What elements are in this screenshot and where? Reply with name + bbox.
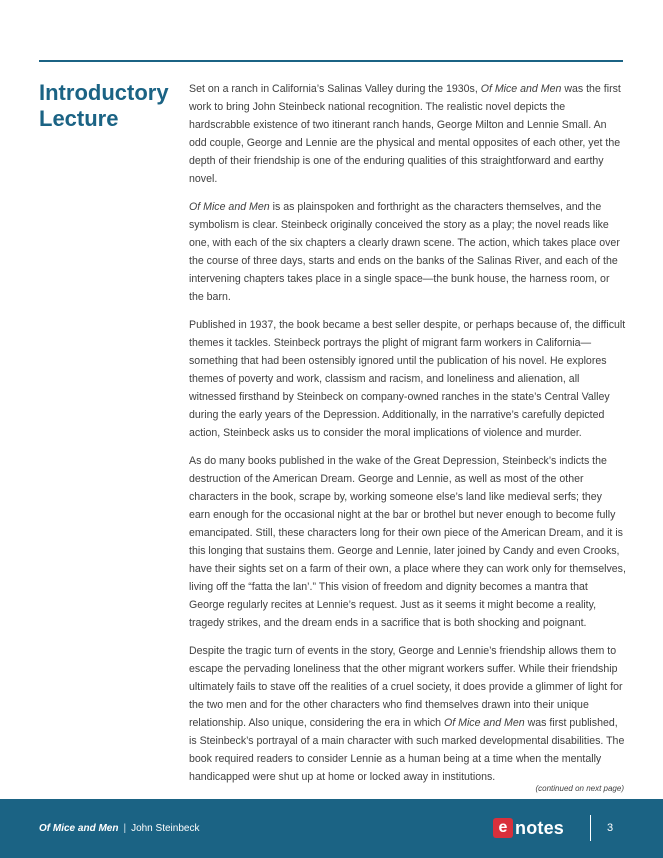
paragraph-4: As do many books published in the wake of the Great Depression, Steinbeck’s indicts the destruction of the American Dream. George and Lennie, as well as most of the other characters in the book, scrape by, working someone else’s land like medieval serfs; they earn enough for the occasional night at the bar or brothel but never enough to become fully emancipated. Still, these characters long for their own piece of the American Dream, and it is this longing that sustains them. George and Lennie, later joined by Candy and even Crooks, have their sights set on a farm of their own, a place where they can work only for themselves, living off the “fatta the lan’.” This vision of freedom and dignity becomes a mantra that George regularly recites at Lennie’s request. Just as it seems it might become a reality, tragedy strikes, and the dream ends in a sacrifice that is both shocking and poignant. xyxy=(189,455,626,629)
paragraph-3: Published in 1937, the book became a best seller despite, or perhaps because of, the difficult themes it tackles. Steinbeck portrays the plight of migrant farm workers in California—something that had been ostensibly ignored until the publication of his novel. He explores themes of poverty and work, classism and racism, and loneliness and alienation, all witnessed firsthand by Steinbeck on company-owned ranches in the state’s Central Valley during the early years of the Depression. Additionally, in the narrative’s carefully depicted action, Steinbeck asks us to consider the moral implications of violence and murder. xyxy=(189,319,626,439)
paragraph-1 xyxy=(189,80,626,188)
footer-book-title: Of Mice and Men xyxy=(39,823,119,834)
paragraph-1-text-b: was the first work to bring John Steinbeck national recognition. The realistic novel depicts the hardscrabble existence of two itinerant ranch hands, George Milton and Lennie Small. An odd couple, George and Lennie are the physical and mental opposites of each other, yet the depth of their friendship is one of the enduring qualities of this straightforward and earthy novel. xyxy=(189,83,621,185)
page-number: 3 xyxy=(607,822,614,834)
page-footer xyxy=(0,799,663,858)
paragraph-2 xyxy=(189,198,626,306)
paragraph-1-text-a: Set on a ranch in California’s Salinas Valley during the 1930s, xyxy=(189,83,481,95)
book-title-italic: Of Mice and Men xyxy=(480,83,562,95)
book-title-italic: Of Mice and Men xyxy=(189,201,270,213)
footer-citation xyxy=(39,823,199,834)
continued-note: (continued on next page) xyxy=(535,784,624,793)
enotes-logo-text: notes xyxy=(515,817,565,838)
enotes-logo-icon: e xyxy=(493,818,513,838)
section-title: Introductory Lecture xyxy=(39,80,169,131)
book-title-italic: Of Mice and Men xyxy=(444,717,525,729)
footer-separator: | xyxy=(123,823,127,834)
paragraph-5-text-b: was first published, is Steinbeck’s portrayal of a main character with such marked developmental disabilities. The book required readers to consider Lennie as a human being at a time when the mentally handicapped were shut up at home or locked away in institutions. xyxy=(189,717,625,783)
paragraph-5-text-a: Despite the tragic turn of events in the story, George and Lennie’s friendship allows them to escape the pervading loneliness that the other migrant workers suffer. While their friendship ultimately fails to stave off the realities of a cruel society, it does provide a glimmer of light for the two men and for the other characters who find themselves drawn into their unique relationship. Also unique, considering the era in which xyxy=(189,645,623,729)
article-body xyxy=(189,80,626,796)
enotes-logo[interactable] xyxy=(493,817,564,839)
footer-divider xyxy=(590,815,591,841)
top-divider xyxy=(39,60,623,62)
paragraph-5 xyxy=(189,642,626,786)
footer-author: John Steinbeck xyxy=(131,823,200,834)
paragraph-2-text: is as plainspoken and forthright as the characters themselves, and the symbolism is clear. Steinbeck originally conceived the story as a play; the novel reads like one, with each of the six chapters a clearly drawn scene. The action, which takes place over the course of three days, starts and ends on the banks of the Salinas River, and each of the intervening chapters takes place in a single space—the bunk house, the harness room, or the barn. xyxy=(189,201,620,303)
